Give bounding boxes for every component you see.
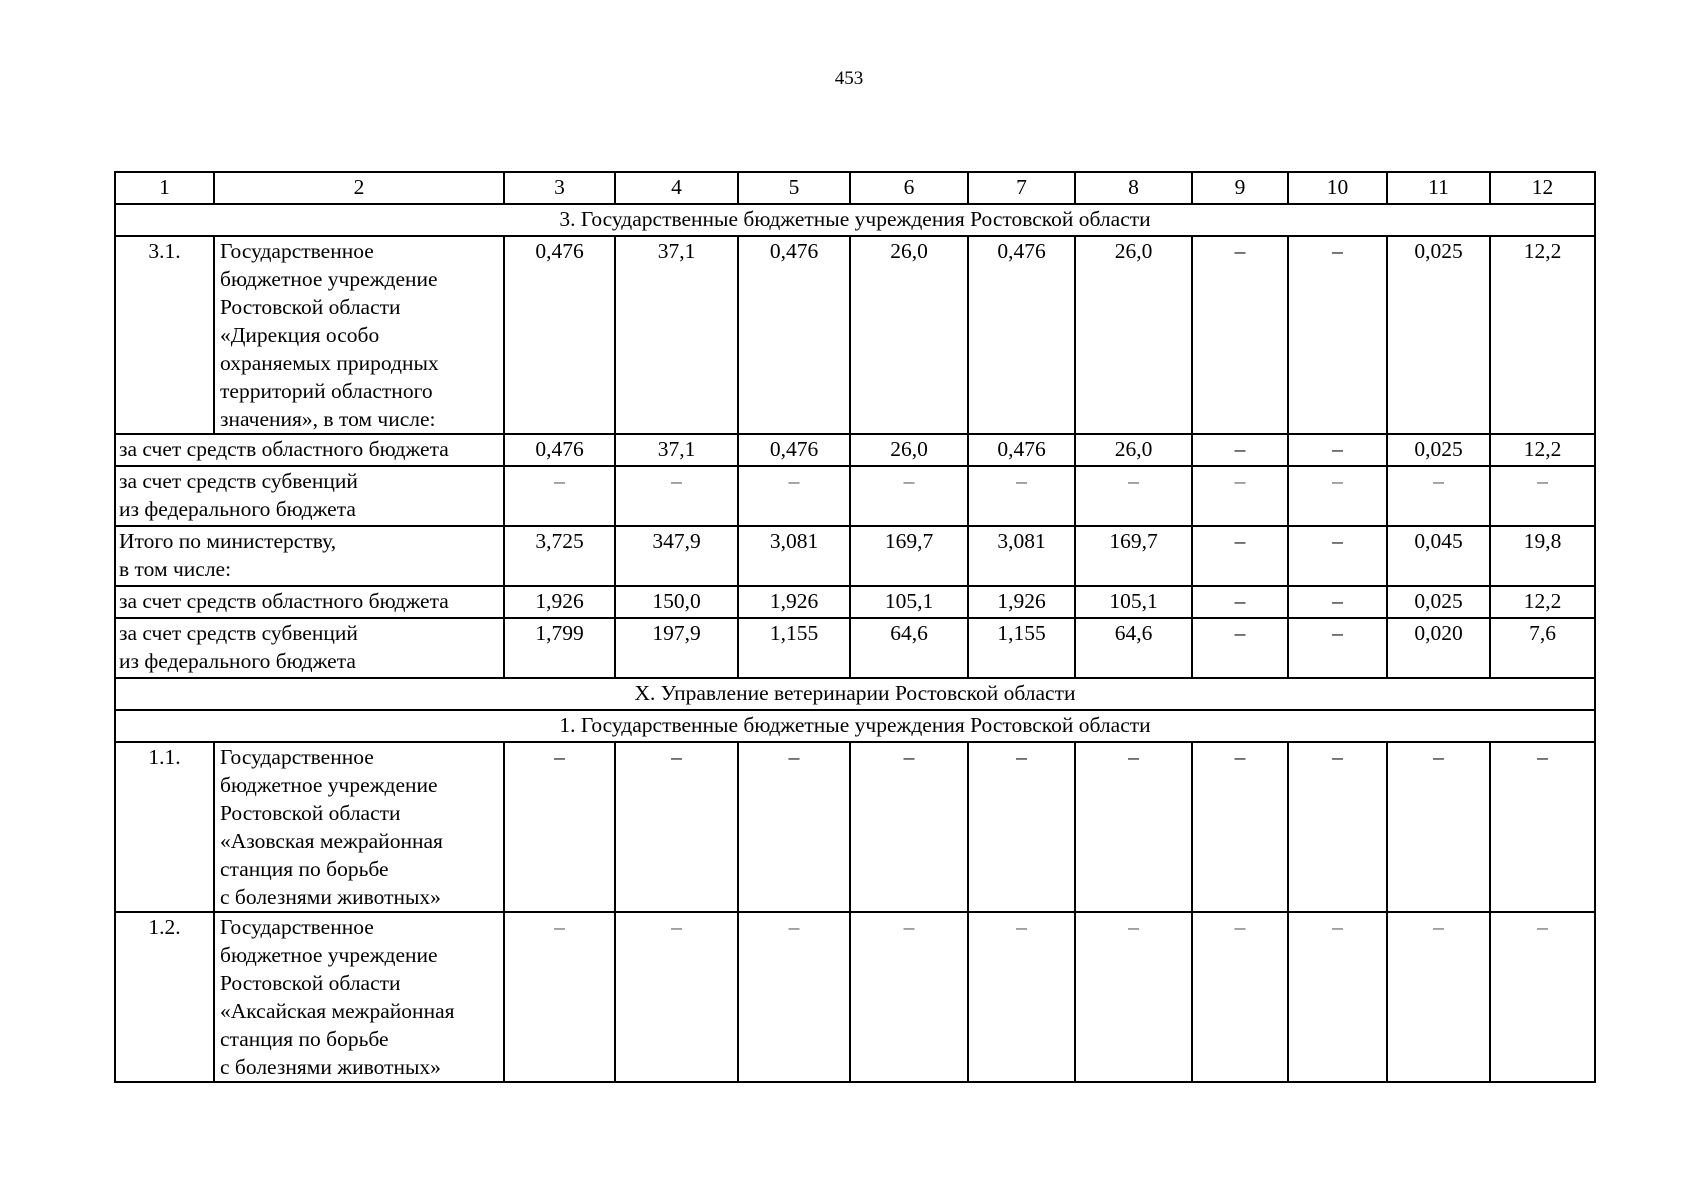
value-cell: 26,0 <box>1075 236 1192 434</box>
header-row <box>115 172 1595 204</box>
text-line: станция по борьбе <box>220 1027 389 1051</box>
value-cell: 1,926 <box>738 586 850 618</box>
subtotal-row <box>115 434 1595 466</box>
value-cell: – <box>1288 742 1387 912</box>
value-cell: – <box>1192 912 1288 1082</box>
value-cell: 0,025 <box>1387 586 1490 618</box>
value-cell: – <box>1288 236 1387 434</box>
row-number: 1.1. <box>115 742 214 912</box>
row-number: 1.2. <box>115 912 214 1082</box>
value-cell: – <box>1288 618 1387 678</box>
value-cell: – <box>850 912 968 1082</box>
header-cell: 3 <box>504 172 615 204</box>
section-title: 1. Государственные бюджетные учреждения Ростовской области <box>115 710 1595 742</box>
value-cell: – <box>1192 434 1288 466</box>
text-line: из федерального бюджета <box>119 649 356 673</box>
row-number: 3.1. <box>115 236 214 434</box>
row-label <box>115 586 504 618</box>
value-cell: 150,0 <box>615 586 738 618</box>
value-cell: – <box>1192 466 1288 526</box>
text-line: Итого по министерству, <box>119 529 337 553</box>
value-cell: 3,081 <box>968 526 1075 586</box>
value-cell: – <box>1387 912 1490 1082</box>
value-cell: 64,6 <box>1075 618 1192 678</box>
value-cell: – <box>1490 912 1595 1082</box>
value-cell: – <box>504 912 615 1082</box>
value-cell: 1,926 <box>504 586 615 618</box>
table-row <box>115 236 1595 434</box>
subtotal-row <box>115 526 1595 586</box>
value-cell: 0,020 <box>1387 618 1490 678</box>
value-cell: 26,0 <box>850 236 968 434</box>
value-cell: 3,081 <box>738 526 850 586</box>
value-cell: 0,025 <box>1387 434 1490 466</box>
header-cell: 5 <box>738 172 850 204</box>
header-cell: 9 <box>1192 172 1288 204</box>
page-number: 453 <box>834 68 864 89</box>
value-cell: 12,2 <box>1490 434 1595 466</box>
value-cell: – <box>1387 742 1490 912</box>
value-cell: – <box>615 912 738 1082</box>
text-line: за счет средств субвенций <box>119 469 358 493</box>
text-line: Государственное <box>220 745 374 769</box>
value-cell: 3,725 <box>504 526 615 586</box>
value-cell: – <box>1192 618 1288 678</box>
text-line: бюджетное учреждение <box>220 773 438 797</box>
value-cell: 0,025 <box>1387 236 1490 434</box>
subtotal-row <box>115 466 1595 526</box>
text-line: с болезнями животных» <box>220 1055 441 1079</box>
text-line: «Дирекция особо <box>220 323 380 347</box>
institution-name <box>214 236 504 434</box>
value-cell: – <box>1490 742 1595 912</box>
value-cell: 0,476 <box>504 434 615 466</box>
value-cell: – <box>1288 526 1387 586</box>
text-line: за счет средств областного бюджета <box>119 437 449 461</box>
row-label <box>115 466 504 526</box>
value-cell: 7,6 <box>1490 618 1595 678</box>
text-line: территорий областного <box>220 379 433 403</box>
value-cell: – <box>850 466 968 526</box>
text-line: из федерального бюджета <box>119 497 356 521</box>
header-cell: 10 <box>1288 172 1387 204</box>
text-line: «Азовская межрайонная <box>220 829 443 853</box>
header-cell: 1 <box>115 172 214 204</box>
value-cell: – <box>1192 742 1288 912</box>
header-cell: 8 <box>1075 172 1192 204</box>
value-cell: 0,476 <box>738 434 850 466</box>
value-cell: 197,9 <box>615 618 738 678</box>
header-cell: 6 <box>850 172 968 204</box>
value-cell: – <box>1192 526 1288 586</box>
text-line: станция по борьбе <box>220 857 389 881</box>
value-cell: – <box>615 742 738 912</box>
subtotal-row <box>115 586 1595 618</box>
value-cell: 0,476 <box>968 434 1075 466</box>
value-cell: 64,6 <box>850 618 968 678</box>
table-row <box>115 912 1595 1082</box>
value-cell: 105,1 <box>1075 586 1192 618</box>
value-cell: – <box>968 742 1075 912</box>
value-cell: 1,155 <box>968 618 1075 678</box>
value-cell: – <box>1288 434 1387 466</box>
row-label <box>115 618 504 678</box>
text-line: Государственное <box>220 915 374 939</box>
value-cell: – <box>1490 466 1595 526</box>
value-cell: 1,155 <box>738 618 850 678</box>
value-cell: – <box>504 466 615 526</box>
value-cell: – <box>1288 912 1387 1082</box>
header-cell: 7 <box>968 172 1075 204</box>
institution-name <box>214 742 504 912</box>
value-cell: 12,2 <box>1490 236 1595 434</box>
value-cell: 1,926 <box>968 586 1075 618</box>
text-line: «Аксайская межрайонная <box>220 999 455 1023</box>
text-line: с болезнями животных» <box>220 885 441 909</box>
row-label <box>115 434 504 466</box>
value-cell: 19,8 <box>1490 526 1595 586</box>
text-line: бюджетное учреждение <box>220 943 438 967</box>
value-cell: – <box>968 466 1075 526</box>
section-row <box>115 678 1595 710</box>
value-cell: 169,7 <box>850 526 968 586</box>
subtotal-row <box>115 618 1595 678</box>
value-cell: – <box>1288 466 1387 526</box>
value-cell: 105,1 <box>850 586 968 618</box>
value-cell: 12,2 <box>1490 586 1595 618</box>
section-title: X. Управление ветеринарии Ростовской области <box>115 678 1595 710</box>
value-cell: – <box>738 742 850 912</box>
value-cell: – <box>738 466 850 526</box>
text-line: охраняемых природных <box>220 351 439 375</box>
text-line: бюджетное учреждение <box>220 267 438 291</box>
value-cell: 0,476 <box>968 236 1075 434</box>
value-cell: 169,7 <box>1075 526 1192 586</box>
value-cell: 37,1 <box>615 236 738 434</box>
value-cell: – <box>615 466 738 526</box>
text-line: Ростовской области <box>220 971 401 995</box>
text-line: за счет средств областного бюджета <box>119 589 449 613</box>
value-cell: 1,799 <box>504 618 615 678</box>
value-cell: 37,1 <box>615 434 738 466</box>
header-cell: 2 <box>214 172 504 204</box>
value-cell: – <box>968 912 1075 1082</box>
value-cell: 26,0 <box>1075 434 1192 466</box>
value-cell: 0,045 <box>1387 526 1490 586</box>
table-row <box>115 742 1595 912</box>
text-line: Государственное <box>220 239 374 263</box>
value-cell: – <box>1075 466 1192 526</box>
text-line: Ростовской области <box>220 295 401 319</box>
section-row <box>115 710 1595 742</box>
text-line: в том числе: <box>119 557 232 581</box>
text-line: за счет средств субвенций <box>119 621 358 645</box>
value-cell: – <box>850 742 968 912</box>
value-cell: 347,9 <box>615 526 738 586</box>
value-cell: 0,476 <box>738 236 850 434</box>
text-line: Ростовской области <box>220 801 401 825</box>
text-line: значения», в том числе: <box>220 407 436 431</box>
value-cell: – <box>1192 586 1288 618</box>
header-cell: 4 <box>615 172 738 204</box>
section-row <box>115 204 1595 236</box>
table-body <box>115 172 1595 1082</box>
value-cell: – <box>1288 586 1387 618</box>
value-cell: – <box>1075 742 1192 912</box>
value-cell: – <box>1075 912 1192 1082</box>
value-cell: 26,0 <box>850 434 968 466</box>
section-title: 3. Государственные бюджетные учреждения Ростовской области <box>115 204 1595 236</box>
value-cell: – <box>1192 236 1288 434</box>
header-cell: 12 <box>1490 172 1595 204</box>
budget-table <box>114 171 1596 1083</box>
value-cell: – <box>738 912 850 1082</box>
value-cell: 0,476 <box>504 236 615 434</box>
value-cell: – <box>1387 466 1490 526</box>
institution-name <box>214 912 504 1082</box>
row-label <box>115 526 504 586</box>
value-cell: – <box>504 742 615 912</box>
header-cell: 11 <box>1387 172 1490 204</box>
